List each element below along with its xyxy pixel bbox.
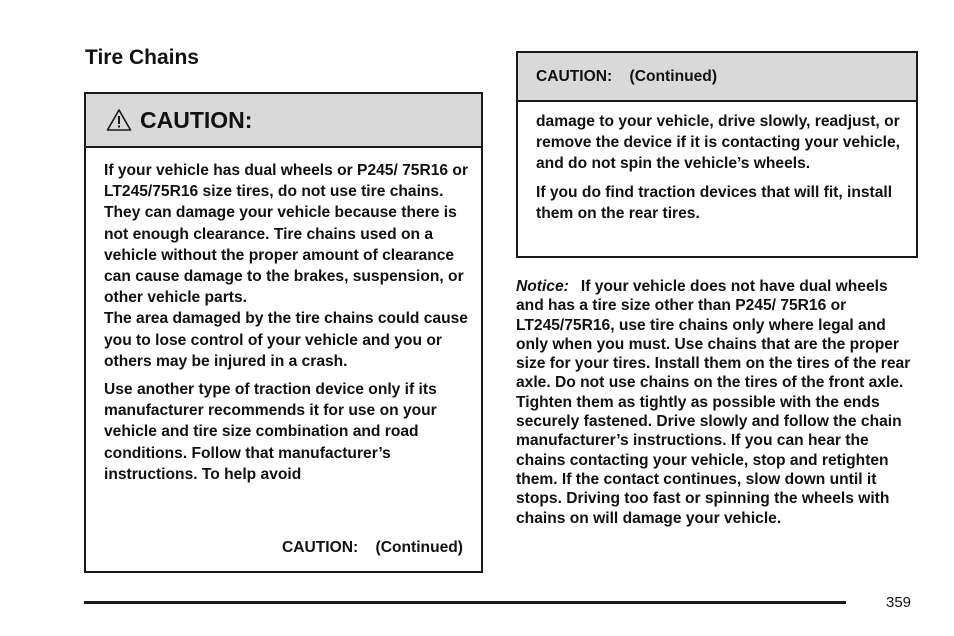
- notice-text: If your vehicle does not have dual wheels and has a tire size other than P245/ 75R16 or LT245/75R16, use tire chains only where legal and only when you must. Use chains that are the proper size for your tires. Install them on the tires of the rear axle. Do not use chains on the tires of the front axle. Tighten them as tightly as possible with the ends securely fastened. Drive slowly and follow the chain manufacturer’s instructions. If you can hear the chains contacting your vehicle, stop and retighten them. If the contact continues, slow down until it stops. Driving too fast or spinning the wheels with chains on will damage your vehicle.: [516, 278, 911, 527]
- section-title: Tire Chains: [85, 46, 199, 69]
- footer-rule: [84, 601, 846, 604]
- caution-body: [104, 160, 469, 492]
- caution-continued-header: CAUTION: (Continued): [518, 53, 916, 102]
- notice-label: Notice:: [516, 278, 569, 295]
- notice-paragraph: [516, 277, 918, 528]
- caution-paragraph: damage to your vehicle, drive slowly, readjust, or remove the device if it is contacting your vehicle, and do not spin the vehicle’s wheels.: [536, 113, 900, 173]
- caution-header: [86, 94, 481, 148]
- caution-paragraph: If you do find traction devices that will fit, install them on the rear tires.: [536, 183, 893, 222]
- caution-body: [536, 111, 906, 231]
- caution-paragraph: The area damaged by the tire chains could cause you to lose control of your vehicle and you or others may be injured in a crash.: [104, 310, 468, 370]
- caution-title: CAUTION:: [140, 107, 253, 133]
- caution-paragraph: If your vehicle has dual wheels or P245/ 75R16 or LT245/75R16 size tires, do not use tire chains. They can damage your vehicle because there is not enough clearance. Tire chains used on a vehicle without the proper amount of clearance can cause damage to the brakes, suspension, or other vehicle parts.: [104, 162, 469, 307]
- warning-triangle-icon: [106, 108, 132, 132]
- page-number: 359: [886, 594, 912, 611]
- caution-paragraph: Use another type of traction device only if its manufacturer recommends it for use on your vehicle and tire size combination and road conditions. Follow that manufacturer’s instructions. To help avoid: [104, 381, 437, 483]
- caution-box: [84, 92, 483, 573]
- caution-continued-label: CAUTION: (Continued): [281, 539, 463, 556]
- caution-box-continued: [516, 51, 918, 258]
